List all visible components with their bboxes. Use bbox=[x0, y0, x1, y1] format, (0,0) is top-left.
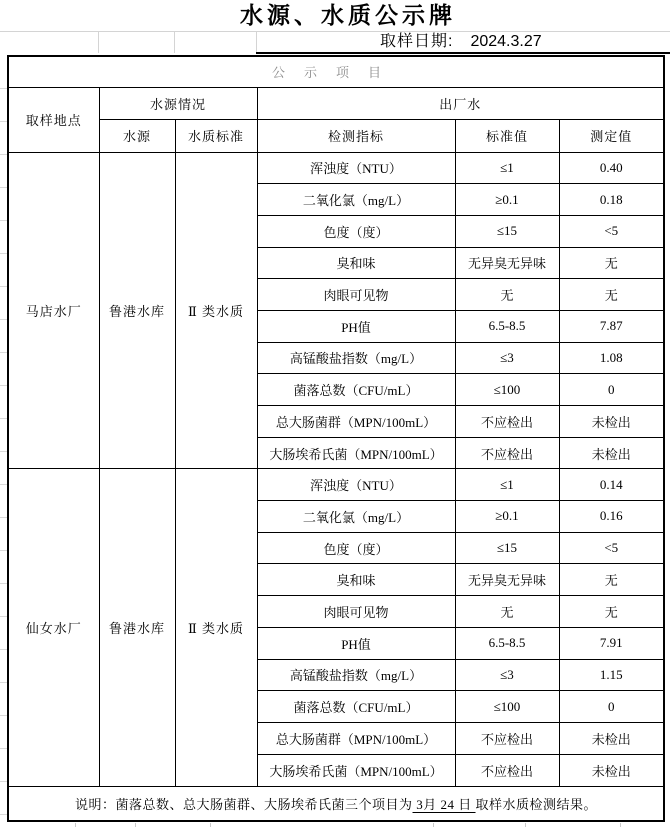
header-quality-standard: 水质标准 bbox=[175, 119, 257, 152]
header-factory-water-group: 出厂水 bbox=[257, 87, 664, 119]
cell-standard-value: 无 bbox=[455, 596, 559, 628]
cell-measured-value: 0 bbox=[559, 374, 664, 406]
gridline bbox=[174, 31, 175, 53]
cell-indicator: PH值 bbox=[257, 627, 455, 659]
gridline-stub bbox=[0, 253, 7, 254]
cell-standard-value: 不应检出 bbox=[455, 406, 559, 438]
cell-standard-value: 无异臭无异味 bbox=[455, 247, 559, 279]
cell-indicator: 二氧化氯（mg/L） bbox=[257, 501, 455, 533]
cell-measured-value: 未检出 bbox=[559, 722, 664, 754]
cell-measured-value: 0.40 bbox=[559, 152, 664, 184]
gridline-stub bbox=[433, 823, 434, 827]
cell-standard-value: 无异臭无异味 bbox=[455, 564, 559, 596]
cell-measured-value: 无 bbox=[559, 247, 664, 279]
gridline-stub bbox=[135, 823, 136, 827]
banner-title: 公示项目 bbox=[8, 56, 664, 87]
header-measured-value: 测定值 bbox=[559, 119, 664, 152]
cell-measured-value: 0 bbox=[559, 691, 664, 723]
cell-indicator: 肉眼可见物 bbox=[257, 279, 455, 311]
gridline-stub bbox=[0, 583, 7, 584]
cell-standard-value: ≤100 bbox=[455, 691, 559, 723]
gridline-stub bbox=[0, 814, 7, 815]
cell-indicator: 总大肠菌群（MPN/100mL） bbox=[257, 722, 455, 754]
gridline-stub bbox=[0, 418, 7, 419]
table-row bbox=[8, 152, 664, 184]
cell-measured-value: 0.14 bbox=[559, 469, 664, 501]
gridline-stub bbox=[0, 550, 7, 551]
cell-standard-value: 无 bbox=[455, 279, 559, 311]
cell-indicator: 高锰酸盐指数（mg/L） bbox=[257, 659, 455, 691]
gridline-stub bbox=[0, 88, 7, 89]
gridline-stub bbox=[0, 649, 7, 650]
cell-location: 仙女水厂 bbox=[8, 469, 99, 786]
cell-standard-value: ≤15 bbox=[455, 532, 559, 564]
cell-measured-value: <5 bbox=[559, 532, 664, 564]
gridline-stub bbox=[0, 616, 7, 617]
cell-water-source: 鲁港水库 bbox=[99, 152, 175, 469]
gridline-stub bbox=[0, 352, 7, 353]
cell-standard-value: ≤3 bbox=[455, 342, 559, 374]
cell-standard-value: ≤15 bbox=[455, 215, 559, 247]
gridline-stub bbox=[210, 823, 211, 827]
cell-measured-value: 7.91 bbox=[559, 627, 664, 659]
note-underlined-date: 3月 24 日 bbox=[412, 796, 476, 812]
cell-measured-value: 无 bbox=[559, 279, 664, 311]
cell-standard-value: ≤3 bbox=[455, 659, 559, 691]
gridline-stub bbox=[0, 385, 7, 386]
cell-indicator: 浑浊度（NTU） bbox=[257, 152, 455, 184]
cell-indicator: 浑浊度（NTU） bbox=[257, 469, 455, 501]
cell-measured-value: 未检出 bbox=[559, 437, 664, 469]
page-title: 水源、水质公示牌 bbox=[240, 3, 456, 28]
gridline-stub bbox=[0, 154, 7, 155]
cell-standard-value: ≥0.1 bbox=[455, 184, 559, 216]
cell-location: 马店水厂 bbox=[8, 152, 99, 469]
gridline-stub bbox=[0, 121, 7, 122]
sample-date-value: 2024.3.27 bbox=[470, 33, 542, 50]
gridline-stub bbox=[0, 220, 7, 221]
water-quality-table bbox=[7, 55, 665, 822]
header-row-columns bbox=[8, 119, 664, 152]
cell-indicator: 臭和味 bbox=[257, 564, 455, 596]
cell-quality-standard: Ⅱ 类水质 bbox=[175, 152, 257, 469]
cell-standard-value: 不应检出 bbox=[455, 754, 559, 786]
cell-indicator: 高锰酸盐指数（mg/L） bbox=[257, 342, 455, 374]
cell-water-source: 鲁港水库 bbox=[99, 469, 175, 786]
gridline-stub bbox=[0, 517, 7, 518]
cell-standard-value: ≤100 bbox=[455, 374, 559, 406]
cell-measured-value: 0.16 bbox=[559, 501, 664, 533]
header-location: 取样地点 bbox=[8, 87, 99, 152]
header-source-group: 水源情况 bbox=[99, 87, 257, 119]
cell-measured-value: 7.87 bbox=[559, 310, 664, 342]
note-row bbox=[8, 786, 664, 821]
gridline bbox=[98, 31, 99, 53]
cell-indicator: 大肠埃希氏菌（MPN/100mL） bbox=[257, 437, 455, 469]
cell-indicator: 二氧化氯（mg/L） bbox=[257, 184, 455, 216]
cell-standard-value: 不应检出 bbox=[455, 722, 559, 754]
cell-measured-value: 未检出 bbox=[559, 754, 664, 786]
cell-standard-value: 6.5-8.5 bbox=[455, 627, 559, 659]
sample-date-label: 取样日期: bbox=[380, 33, 454, 50]
cell-indicator: 色度（度） bbox=[257, 532, 455, 564]
note-text bbox=[8, 786, 664, 821]
gridline-stub bbox=[0, 781, 7, 782]
gridline-stub bbox=[620, 823, 621, 827]
header-row-groups bbox=[8, 87, 664, 119]
table-row bbox=[8, 469, 664, 501]
cell-measured-value: 1.08 bbox=[559, 342, 664, 374]
cell-quality-standard: Ⅱ 类水质 bbox=[175, 469, 257, 786]
gridline-stub bbox=[0, 187, 7, 188]
note-suffix: 取样水质检测结果。 bbox=[475, 796, 598, 812]
gridline-stub bbox=[0, 319, 7, 320]
cell-indicator: 菌落总数（CFU/mL） bbox=[257, 374, 455, 406]
gridline-stub bbox=[75, 823, 76, 827]
gridline bbox=[0, 31, 670, 32]
cell-standard-value: ≤1 bbox=[455, 469, 559, 501]
banner-row bbox=[8, 56, 664, 87]
cell-measured-value: <5 bbox=[559, 215, 664, 247]
gridline-stub bbox=[525, 823, 526, 827]
cell-indicator: 总大肠菌群（MPN/100mL） bbox=[257, 406, 455, 438]
gridline-stub bbox=[0, 748, 7, 749]
cell-measured-value: 0.18 bbox=[559, 184, 664, 216]
cell-standard-value: ≥0.1 bbox=[455, 501, 559, 533]
cell-standard-value: 不应检出 bbox=[455, 437, 559, 469]
gridline bbox=[256, 31, 257, 53]
cell-indicator: 菌落总数（CFU/mL） bbox=[257, 691, 455, 723]
cell-indicator: 大肠埃希氏菌（MPN/100mL） bbox=[257, 754, 455, 786]
cell-indicator: 色度（度） bbox=[257, 215, 455, 247]
gridline-stub bbox=[0, 484, 7, 485]
cell-standard-value: 6.5-8.5 bbox=[455, 310, 559, 342]
gridline-stub bbox=[0, 286, 7, 287]
sample-date bbox=[380, 31, 542, 53]
gridline-stub bbox=[0, 682, 7, 683]
date-underline bbox=[256, 52, 670, 54]
gridline-stub bbox=[0, 715, 7, 716]
header-standard-value: 标准值 bbox=[455, 119, 559, 152]
cell-indicator: 臭和味 bbox=[257, 247, 455, 279]
cell-measured-value: 无 bbox=[559, 564, 664, 596]
cell-measured-value: 未检出 bbox=[559, 406, 664, 438]
cell-indicator: PH值 bbox=[257, 310, 455, 342]
cell-measured-value: 1.15 bbox=[559, 659, 664, 691]
cell-indicator: 肉眼可见物 bbox=[257, 596, 455, 628]
header-indicator: 检测指标 bbox=[257, 119, 455, 152]
cell-standard-value: ≤1 bbox=[455, 152, 559, 184]
note-prefix: 说明：菌落总数、总大肠菌群、大肠埃希氏菌三个项目为 bbox=[75, 796, 413, 812]
header-source: 水源 bbox=[99, 119, 175, 152]
gridline-stub bbox=[0, 451, 7, 452]
cell-measured-value: 无 bbox=[559, 596, 664, 628]
